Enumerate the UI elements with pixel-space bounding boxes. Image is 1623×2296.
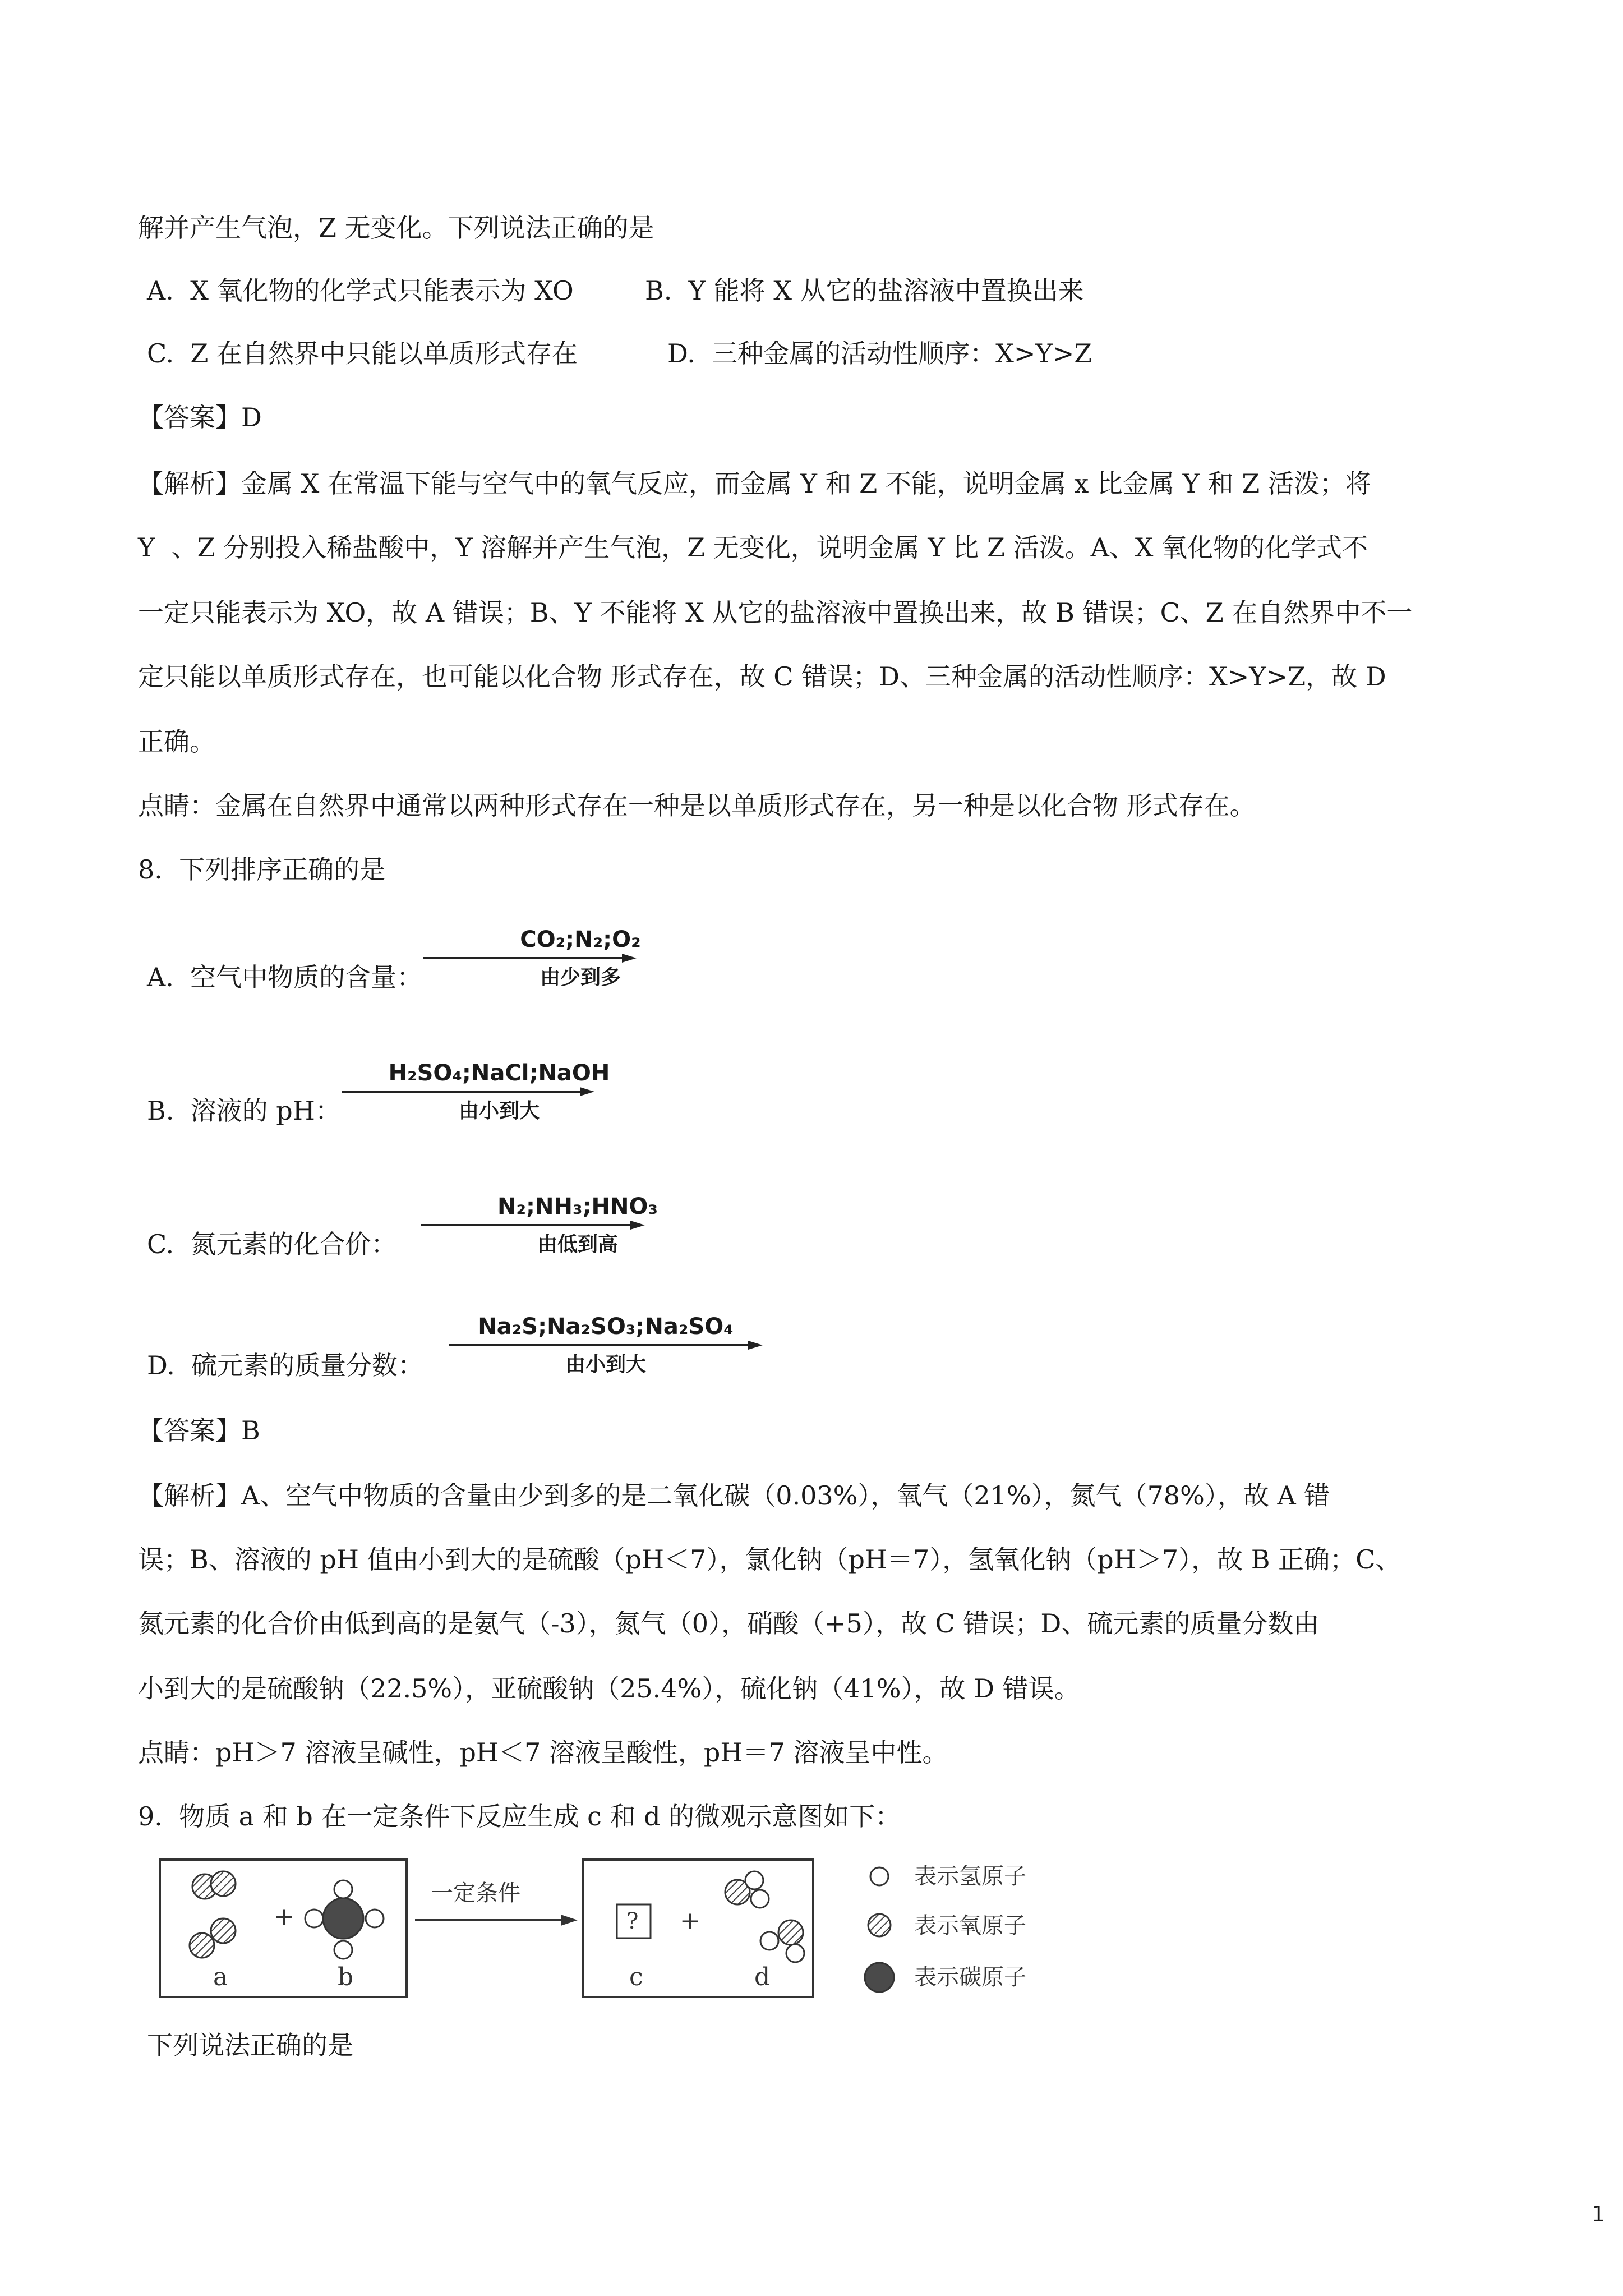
arrow-bottom-text: 由低到高: [537, 1233, 618, 1256]
q8-stem: 8. 下列排序正确的是: [138, 854, 386, 885]
q7-option-d: D. 三种金属的活动性顺序：X>Y>Z: [667, 338, 1092, 369]
oxygen-atom-icon: [190, 1933, 214, 1958]
q8-option-b-arrow: [342, 1059, 656, 1126]
reaction-condition: 一定条件: [431, 1880, 520, 1906]
hydrogen-atom-icon: [786, 1944, 804, 1962]
plus-sign: +: [680, 1907, 700, 1935]
arrow-bottom-text: 由小到大: [458, 1099, 540, 1122]
q7-analysis-line: 一定只能表示为 XO，故 A 错误；B、Y 不能将 X 从它的盐溶液中置换出来，故 B 错误；C、Z 在自然界中不一: [138, 597, 1413, 628]
carbon-atom-icon: [323, 1898, 363, 1939]
arrow-top-text: N₂;NH₃;HNO₃: [497, 1194, 658, 1220]
unknown-product-mark: ?: [626, 1908, 639, 1934]
oxygen-atom-icon: [725, 1880, 750, 1904]
right-arrow-icon: [423, 953, 637, 964]
q9-question: 下列说法正确的是: [147, 2030, 353, 2060]
hydrogen-atom-icon: [334, 1880, 352, 1898]
q7-analysis-line: 定只能以单质形式存在，也可能以化合物 形式存在，故 C 错误；D、三种金属的活动性顺序：X>Y>Z，故 D: [138, 661, 1386, 692]
legend-oxygen-label: 表示氧原子: [914, 1913, 1026, 1939]
q8-answer: 【答案】B: [138, 1415, 260, 1446]
arrow-top-text: Na₂S;Na₂SO₃;Na₂SO₄: [478, 1314, 734, 1340]
q8-option-a-arrow: [423, 926, 737, 993]
right-arrow-icon: [342, 1086, 594, 1097]
q8-analysis-line: 误；B、溶液的 pH 值由小到大的是硫酸（pH＜7），氯化钠（pH＝7），氢氧化钠（pH＞7），故 B 正确；C、: [138, 1544, 1401, 1575]
right-arrow-icon: [449, 1340, 763, 1351]
molecule-label-d: d: [754, 1963, 771, 1991]
q8-option-a-label: A. 空气中物质的含量：: [147, 962, 423, 992]
q7-tip: 点睛：金属在自然界中通常以两种形式存在一种是以单质形式存在，另一种是以化合物 形式存在。: [138, 790, 1256, 821]
plus-sign: +: [274, 1902, 294, 1931]
q8-analysis-line: 【解析】A、空气中物质的含量由少到多的是二氧化碳（0.03%），氧气（21%），氮气（78%），故 A 错: [138, 1480, 1330, 1511]
q7-stem-tail: 解并产生气泡，Z 无变化。下列说法正确的是: [138, 213, 654, 243]
q7-analysis-line: Y 、Z 分别投入稀盐酸中，Y 溶解并产生气泡，Z 无变化，说明金属 Y 比 Z 活泼。A、X 氧化物的化学式不: [138, 532, 1368, 563]
right-arrow-icon: [421, 1220, 645, 1231]
legend-carbon-icon: [865, 1963, 894, 1992]
page-number: 1: [1592, 2202, 1606, 2226]
q7-answer: 【答案】D: [138, 402, 262, 432]
molecule-label-b: b: [338, 1963, 354, 1991]
oxygen-atom-icon: [192, 1874, 217, 1899]
reaction-arrow-head-icon: [561, 1915, 578, 1926]
q8-tip: 点睛：pH＞7 溶液呈碱性，pH＜7 溶液呈酸性，pH＝7 溶液呈中性。: [138, 1737, 948, 1768]
hydrogen-atom-icon: [760, 1932, 778, 1950]
arrow-top-text: H₂SO₄;NaCl;NaOH: [388, 1060, 610, 1086]
q8-option-d-label: D. 硫元素的质量分数：: [147, 1350, 424, 1381]
q7-analysis-line: 正确。: [138, 726, 215, 757]
hydrogen-atom-icon: [305, 1910, 323, 1927]
hydrogen-atom-icon: [334, 1941, 352, 1959]
oxygen-atom-icon: [211, 1871, 236, 1896]
q7-option-b: B. Y 能将 X 从它的盐溶液中置换出来: [645, 275, 1084, 306]
oxygen-atom-icon: [211, 1918, 236, 1943]
molecule-label-c: c: [629, 1963, 643, 1991]
arrow-bottom-text: 由小到大: [565, 1353, 646, 1376]
product-box: [583, 1860, 813, 1997]
q8-option-d-arrow: [449, 1313, 763, 1380]
oxygen-atom-icon: [778, 1920, 803, 1945]
q8-option-b-label: B. 溶液的 pH：: [147, 1096, 341, 1126]
q8-option-c-arrow: [421, 1193, 735, 1260]
unknown-product-box: [617, 1904, 651, 1938]
q7-option-c: C. Z 在自然界中只能以单质形式存在: [147, 338, 578, 369]
q7-option-a: A. X 氧化物的化学式只能表示为 XO: [147, 275, 574, 306]
hydrogen-atom-icon: [366, 1910, 384, 1927]
hydrogen-atom-icon: [745, 1871, 763, 1889]
reactant-box: [160, 1860, 407, 1997]
legend-carbon-label: 表示碳原子: [914, 1964, 1026, 1990]
q7-analysis-line: 【解析】金属 X 在常温下能与空气中的氧气反应，而金属 Y 和 Z 不能，说明金属 x 比金属 Y 和 Z 活泼；将: [138, 468, 1371, 499]
q8-analysis-line: 氮元素的化合价由低到高的是氨气（-3），氮气（0），硝酸（+5），故 C 错误；D、硫元素的质量分数由: [138, 1608, 1320, 1639]
legend-hydrogen-label: 表示氢原子: [914, 1864, 1026, 1889]
q8-option-c-label: C. 氮元素的化合价：: [147, 1229, 397, 1259]
q9-stem: 9. 物质 a 和 b 在一定条件下反应生成 c 和 d 的微观示意图如下：: [138, 1801, 901, 1832]
legend-hydrogen-icon: [870, 1867, 888, 1885]
hydrogen-atom-icon: [751, 1890, 769, 1908]
arrow-bottom-text: 由少到多: [540, 966, 621, 989]
legend-oxygen-icon: [868, 1914, 891, 1936]
molecule-label-a: a: [213, 1963, 228, 1991]
q8-analysis-line: 小到大的是硫酸钠（22.5%），亚硫酸钠（25.4%），硫化钠（41%），故 D 错误。: [138, 1673, 1080, 1704]
arrow-top-text: CO₂;N₂;O₂: [520, 927, 641, 953]
